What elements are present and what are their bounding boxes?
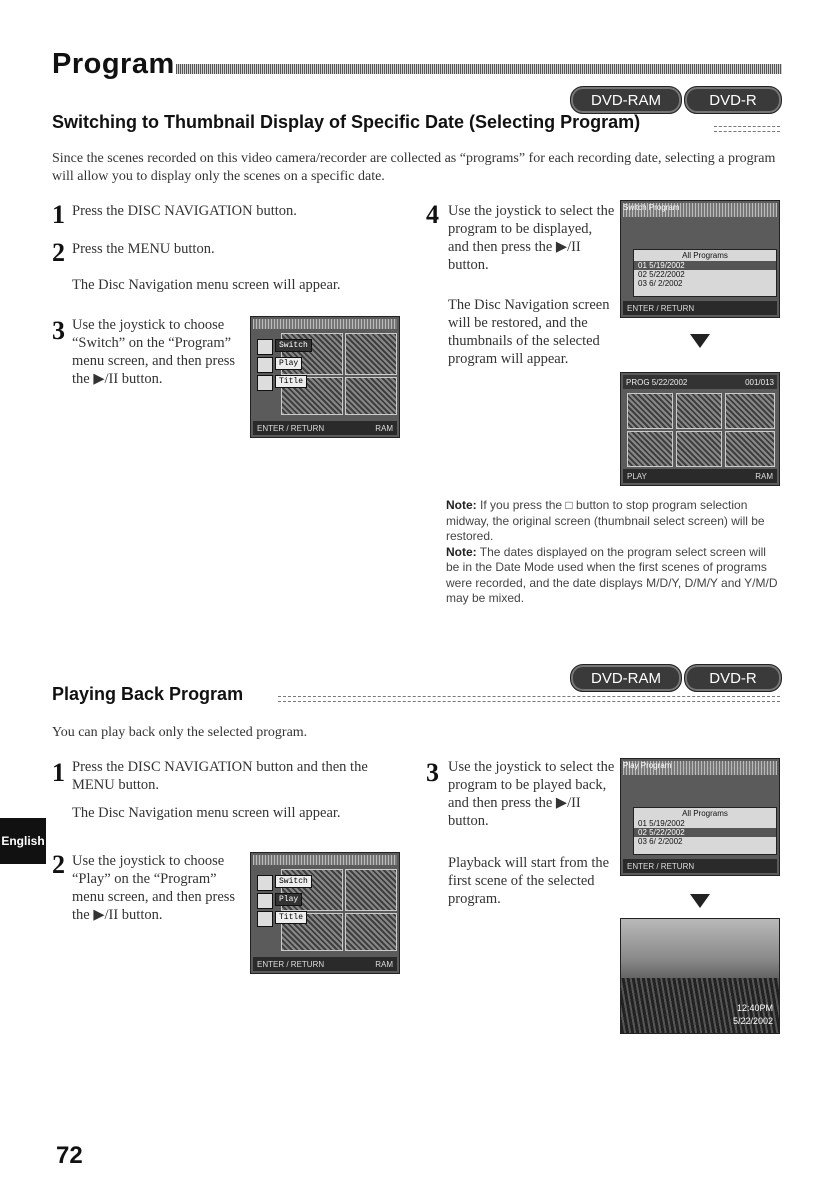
step-number: 3 xyxy=(52,316,65,345)
screen-status-bar: ENTER / RETURN xyxy=(623,859,777,873)
program-menu-screen xyxy=(250,316,400,438)
section1-intro: Since the scenes recorded on this video camera/recorder are collected as “programs” for each recording date, selecting a program will allow you to display only the scenes on a specific date. xyxy=(52,151,776,184)
stop-icon xyxy=(257,893,273,909)
dvd-ram-badge: DVD-RAM xyxy=(570,664,682,692)
section1-rule xyxy=(714,126,780,132)
step-subtext: The Disc Navigation menu screen will appear. xyxy=(72,805,341,821)
thumbnail xyxy=(345,913,397,951)
playback-image xyxy=(620,918,780,1034)
thumbnail[interactable] xyxy=(676,393,722,429)
program-item[interactable]: 02 5/22/2002 xyxy=(634,828,776,837)
title-icon xyxy=(257,375,273,391)
screen-title-bar xyxy=(253,319,397,329)
step-text: Use the joystick to choose “Play” on the “Program” menu screen, and then press the ▶/II button. xyxy=(72,853,236,923)
step-text: Use the joystick to select the program to be played back, and then press the ▶/II button. xyxy=(448,759,615,829)
screen-title-bar: Play Program xyxy=(623,761,777,775)
return-label: RETURN xyxy=(290,423,325,433)
program-menu-screen xyxy=(250,852,400,974)
step-number: 4 xyxy=(426,200,439,229)
page-title: Program xyxy=(52,48,175,80)
menu-item-switch[interactable]: Switch xyxy=(275,875,312,888)
program-select-screen xyxy=(620,200,780,318)
thumbnail[interactable] xyxy=(627,393,673,429)
program-item[interactable]: 03 6/ 2/2002 xyxy=(638,279,683,288)
program-item[interactable]: 02 5/22/2002 xyxy=(638,270,685,279)
thumbnail xyxy=(345,333,397,375)
menu-item-switch[interactable]: Switch xyxy=(275,339,312,352)
step-number: 1 xyxy=(52,758,65,787)
thumbnail[interactable] xyxy=(627,431,673,467)
thumbnail[interactable] xyxy=(676,431,722,467)
screen-status-bar: ENTER / RETURN xyxy=(623,301,777,315)
thumb-header: PROG 5/22/2002 001/013 xyxy=(623,375,777,389)
program-item[interactable]: 01 5/19/2002 xyxy=(634,261,776,270)
stop-icon xyxy=(257,357,273,373)
step-number: 2 xyxy=(52,238,65,267)
step-number: 2 xyxy=(52,850,65,879)
section2-intro: You can play back only the selected program. xyxy=(52,725,308,740)
step-text: Press the DISC NAVIGATION button. xyxy=(72,203,297,219)
section2-heading: Playing Back Program xyxy=(52,684,244,704)
thumbnail xyxy=(345,377,397,415)
note-2: Note: The dates displayed on the program select screen will be in the Date Mode used when the first scenes of programs were recorded, and the date displays M/D/Y, D/M/Y and Y/M/D may be mixed. xyxy=(446,544,778,605)
step-subtext: The Disc Navigation screen will be restored, and the thumbnails of the selected program will appear. xyxy=(448,297,610,367)
dvd-r-badge: DVD-R xyxy=(684,86,782,114)
program-item[interactable]: 01 5/19/2002 xyxy=(638,819,685,828)
title-icon xyxy=(257,911,273,927)
screen-title-bar xyxy=(253,855,397,865)
notes-block xyxy=(446,498,782,607)
program-list xyxy=(633,249,777,297)
screen-title-bar: Switch Program xyxy=(623,203,777,217)
step-text: Press the DISC NAVIGATION button and then the MENU button. xyxy=(72,759,368,793)
playback-date: 5/22/2002 xyxy=(732,1016,773,1026)
step-text: Use the joystick to select the program to be displayed, and then press the ▶/II button. xyxy=(448,203,615,273)
all-programs-item[interactable]: All Programs xyxy=(682,251,728,260)
menu-item-title[interactable]: Title xyxy=(275,911,307,924)
program-list xyxy=(633,807,777,855)
down-arrow-icon xyxy=(690,894,710,908)
program-icon xyxy=(257,875,273,891)
thumbnail[interactable] xyxy=(725,431,775,467)
menu-item-play[interactable]: Play xyxy=(275,357,302,370)
thumbnail xyxy=(345,869,397,911)
program-select-screen xyxy=(620,758,780,876)
program-icon xyxy=(257,339,273,355)
menu-item-play[interactable]: Play xyxy=(275,893,302,906)
title-rule xyxy=(176,64,782,74)
step-number: 1 xyxy=(52,200,65,229)
enter-label: ENTER xyxy=(257,423,285,433)
dvd-r-badge: DVD-R xyxy=(684,664,782,692)
program-item[interactable]: 03 6/ 2/2002 xyxy=(638,837,683,846)
section1-heading: Switching to Thumbnail Display of Specific Date (Selecting Program) xyxy=(52,112,641,132)
note-1: Note: If you press the □ button to stop program selection midway, the original screen (thumbnail select screen) will be restored. xyxy=(446,498,765,543)
step-text: Press the MENU button. xyxy=(72,241,215,257)
ram-label: RAM xyxy=(375,423,393,433)
language-tab: English xyxy=(0,818,46,864)
thumbnail-screen xyxy=(620,372,780,486)
screen-status-bar: ENTER / RETURN RAM xyxy=(253,957,397,971)
dvd-ram-badge: DVD-RAM xyxy=(570,86,682,114)
step-text: Use the joystick to choose “Switch” on the “Program” menu screen, and then press the ▶/II button. xyxy=(72,317,236,387)
page-number: 72 xyxy=(56,1142,83,1169)
down-arrow-icon xyxy=(690,334,710,348)
step-subtext: Playback will start from the first scene of the selected program. xyxy=(448,855,610,907)
screen-status-bar: ENTER / RETURN RAM xyxy=(253,421,397,435)
menu-item-title[interactable]: Title xyxy=(275,375,307,388)
section2-rule xyxy=(278,696,780,702)
screen-status-bar: PLAY RAM xyxy=(623,469,777,483)
playback-time: 12:40PM xyxy=(736,1003,773,1013)
all-programs-item[interactable]: All Programs xyxy=(682,809,728,818)
step-number: 3 xyxy=(426,758,439,787)
thumbnail[interactable] xyxy=(725,393,775,429)
step-subtext: The Disc Navigation menu screen will appear. xyxy=(72,277,341,293)
